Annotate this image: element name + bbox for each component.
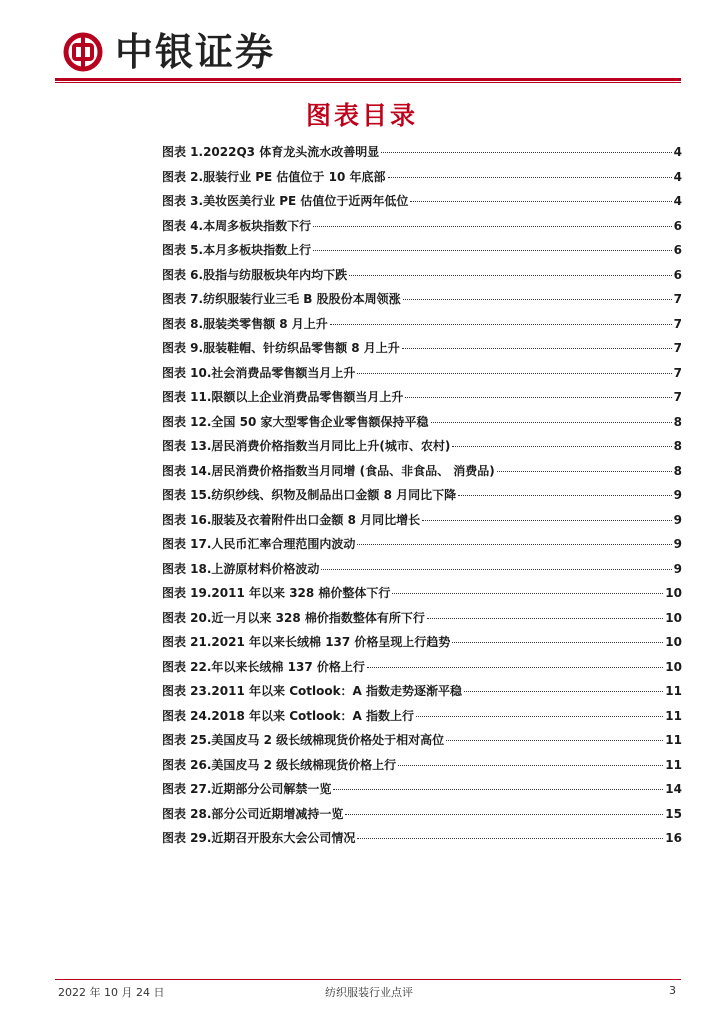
toc-entry-page-number[interactable]: 9 bbox=[673, 561, 682, 576]
footer-report-type: 纺织服装行业点评 bbox=[325, 986, 413, 999]
toc-entry-page-number[interactable]: 15 bbox=[665, 806, 682, 821]
toc-entry-label[interactable]: 图表 25.美国皮马 2 级长绒棉现货价格处于相对高位 bbox=[162, 733, 445, 747]
toc-dot-leader bbox=[349, 275, 672, 276]
toc-entry[interactable] bbox=[162, 633, 682, 658]
toc-entry[interactable] bbox=[162, 731, 682, 756]
toc-dot-leader bbox=[367, 667, 663, 668]
toc-entry-page-number[interactable]: 7 bbox=[673, 365, 682, 380]
toc-entry[interactable] bbox=[162, 829, 682, 854]
toc-entry-page-number[interactable]: 16 bbox=[665, 831, 682, 845]
toc-entry-label[interactable]: 图表 8.服装类零售额 8 月上升 bbox=[162, 316, 328, 331]
toc-dot-leader bbox=[422, 520, 671, 521]
page-title: 图表目录 bbox=[305, 101, 418, 130]
footer-divider bbox=[55, 979, 681, 980]
toc-entry[interactable] bbox=[162, 241, 682, 266]
toc-entry[interactable] bbox=[162, 217, 682, 242]
page-footer bbox=[58, 984, 680, 1000]
toc-entry[interactable] bbox=[162, 658, 682, 683]
toc-entry[interactable] bbox=[162, 290, 682, 315]
toc-entry[interactable] bbox=[162, 388, 682, 413]
toc-entry-label[interactable]: 图表 15.纺织纱线、织物及制品出口金额 8 月同比下降 bbox=[162, 488, 457, 502]
toc-entry-label[interactable]: 图表 26.美国皮马 2 级长绒棉现货价格上行 bbox=[162, 757, 397, 772]
toc-entry-page-number[interactable]: 8 bbox=[673, 414, 682, 429]
toc-dot-leader bbox=[452, 446, 671, 447]
toc-entry-label[interactable]: 图表 17.人民币汇率合理范围内波动 bbox=[162, 537, 356, 551]
toc-entry[interactable] bbox=[162, 143, 682, 168]
toc-entry-label[interactable]: 图表 11.限额以上企业消费品零售额当月上升 bbox=[162, 390, 404, 404]
toc-entry-page-number[interactable]: 6 bbox=[673, 267, 682, 282]
toc-dot-leader bbox=[497, 471, 672, 472]
toc-dot-leader bbox=[446, 740, 663, 741]
toc-dot-leader bbox=[405, 397, 671, 398]
footer-page-number: 3 bbox=[669, 984, 676, 997]
toc-entry[interactable] bbox=[162, 413, 682, 438]
toc-dot-leader bbox=[313, 226, 672, 227]
toc-dot-leader bbox=[464, 691, 663, 692]
toc-entry-label[interactable]: 图表 22.年以来长绒棉 137 价格上行 bbox=[162, 659, 365, 674]
toc-entry[interactable] bbox=[162, 315, 682, 340]
toc-entry-page-number[interactable]: 8 bbox=[673, 439, 682, 453]
toc-entry[interactable] bbox=[162, 168, 682, 193]
toc-entry[interactable] bbox=[162, 584, 682, 609]
toc-entry-label[interactable]: 图表 13.居民消费价格指数当月同比上升(城市、农村) bbox=[162, 439, 451, 453]
toc-entry-label[interactable]: 图表 5.本月多板块指数上行 bbox=[162, 243, 312, 257]
toc-dot-leader bbox=[357, 373, 671, 374]
toc-entry-label[interactable]: 图表 7.纺织服装行业三毛 B 股股份本周领涨 bbox=[162, 292, 401, 306]
toc-entry-page-number[interactable]: 7 bbox=[673, 341, 682, 355]
toc-entry-page-number[interactable]: 7 bbox=[673, 316, 682, 331]
toc-entry[interactable] bbox=[162, 560, 682, 585]
toc-entry-page-number[interactable]: 7 bbox=[673, 292, 682, 306]
toc-entry[interactable] bbox=[162, 511, 682, 536]
toc-entry[interactable] bbox=[162, 266, 682, 291]
toc-entry-page-number[interactable]: 4 bbox=[673, 145, 682, 159]
toc-entry-label[interactable]: 图表 16.服装及衣着附件出口金额 8 月同比增长 bbox=[162, 512, 421, 527]
toc-entry-page-number[interactable]: 9 bbox=[673, 512, 682, 527]
toc-entry-label[interactable]: 图表 2.服装行业 PE 估值位于 10 年底部 bbox=[162, 169, 386, 184]
toc-entry-page-number[interactable]: 11 bbox=[665, 757, 682, 772]
toc-dot-leader bbox=[330, 324, 672, 325]
toc-entry[interactable] bbox=[162, 535, 682, 560]
toc-entry[interactable] bbox=[162, 462, 682, 487]
toc-dot-leader bbox=[381, 152, 671, 153]
toc-entry-label[interactable]: 图表 24.2018 年以来 Cotlook：A 指数上行 bbox=[162, 708, 415, 723]
toc-entry-label[interactable]: 图表 27.近期部分公司解禁一览 bbox=[162, 782, 332, 796]
toc-entry[interactable] bbox=[162, 805, 682, 830]
toc-entry-label[interactable]: 图表 20.近一月以来 328 棉价指数整体有所下行 bbox=[162, 610, 425, 625]
brand-name: 中银证券 bbox=[115, 29, 276, 74]
toc-dot-leader bbox=[410, 201, 671, 202]
toc-entry[interactable] bbox=[162, 339, 682, 364]
toc-entry-page-number[interactable]: 10 bbox=[665, 586, 682, 600]
toc-entry-label[interactable]: 图表 6.股指与纺服板块年内均下跌 bbox=[162, 267, 348, 282]
toc-entry-page-number[interactable]: 4 bbox=[673, 194, 682, 208]
toc-entry[interactable] bbox=[162, 609, 682, 634]
toc-entry-label[interactable]: 图表 12.全国 50 家大型零售企业零售额保持平稳 bbox=[162, 414, 429, 429]
toc-dot-leader bbox=[416, 716, 663, 717]
toc-entry[interactable] bbox=[162, 364, 682, 389]
toc-entry[interactable] bbox=[162, 756, 682, 781]
toc-dot-leader bbox=[398, 765, 663, 766]
toc-entry-label[interactable]: 图表 18.上游原材料价格波动 bbox=[162, 561, 320, 576]
footer-date: 2022 年 10 月 24 日 bbox=[58, 986, 165, 999]
toc-dot-leader bbox=[392, 593, 663, 594]
toc-entry-page-number[interactable]: 4 bbox=[673, 169, 682, 184]
toc-dot-leader bbox=[321, 569, 671, 570]
toc-entry-label[interactable]: 图表 21.2021 年以来长绒棉 137 价格呈现上行趋势 bbox=[162, 635, 451, 649]
toc-entry-page-number[interactable]: 8 bbox=[673, 463, 682, 478]
toc-entry-label[interactable]: 图表 3.美妆医美行业 PE 估值位于近两年低位 bbox=[162, 194, 409, 208]
toc-dot-leader bbox=[313, 250, 672, 251]
toc-dot-leader bbox=[345, 814, 663, 815]
page-header bbox=[55, 28, 685, 76]
toc-entry-label[interactable]: 图表 14.居民消费价格指数当月同增 (食品、非食品、 消费品) bbox=[162, 463, 495, 478]
toc-entry-label[interactable]: 图表 9.服装鞋帽、针纺织品零售额 8 月上升 bbox=[162, 341, 400, 355]
toc-dot-leader bbox=[357, 838, 663, 839]
toc-dot-leader bbox=[403, 299, 672, 300]
toc-entry-label[interactable]: 图表 28.部分公司近期增减持一览 bbox=[162, 806, 344, 821]
toc-entry[interactable] bbox=[162, 780, 682, 805]
toc-entry-label[interactable]: 图表 10.社会消费品零售额当月上升 bbox=[162, 365, 356, 380]
toc-entry-page-number[interactable]: 11 bbox=[665, 708, 682, 723]
toc-dot-leader bbox=[333, 789, 663, 790]
toc-entry[interactable] bbox=[162, 192, 682, 217]
toc-dot-leader bbox=[402, 348, 672, 349]
toc-entry-page-number[interactable]: 7 bbox=[673, 390, 682, 404]
toc-entry-label[interactable]: 图表 29.近期召开股东大会公司情况 bbox=[162, 831, 356, 845]
toc-dot-leader bbox=[452, 642, 663, 643]
toc-entry[interactable] bbox=[162, 707, 682, 732]
toc-entry-page-number[interactable]: 14 bbox=[665, 782, 682, 796]
header-divider bbox=[55, 78, 681, 81]
toc-entry-page-number[interactable]: 10 bbox=[665, 610, 682, 625]
toc-entry-label[interactable]: 图表 4.本周多板块指数下行 bbox=[162, 218, 312, 233]
toc-entry-label[interactable]: 图表 1.2022Q3 体育龙头流水改善明显 bbox=[162, 145, 380, 159]
figure-toc-list bbox=[162, 143, 682, 854]
toc-dot-leader bbox=[357, 544, 671, 545]
toc-entry-page-number[interactable]: 11 bbox=[665, 733, 682, 747]
toc-entry-page-number[interactable]: 6 bbox=[673, 243, 682, 257]
toc-entry-page-number[interactable]: 9 bbox=[673, 488, 682, 502]
toc-entry-label[interactable]: 图表 23.2011 年以来 Cotlook：A 指数走势逐渐平稳 bbox=[162, 684, 463, 698]
toc-entry-page-number[interactable]: 10 bbox=[665, 635, 682, 649]
toc-entry-page-number[interactable]: 6 bbox=[673, 218, 682, 233]
toc-entry[interactable] bbox=[162, 437, 682, 462]
toc-entry[interactable] bbox=[162, 486, 682, 511]
toc-entry-page-number[interactable]: 11 bbox=[665, 684, 682, 698]
toc-entry-page-number[interactable]: 9 bbox=[673, 537, 682, 551]
toc-entry[interactable] bbox=[162, 682, 682, 707]
toc-entry-label[interactable]: 图表 19.2011 年以来 328 棉价整体下行 bbox=[162, 586, 391, 600]
header-divider-thin bbox=[55, 82, 681, 83]
toc-dot-leader bbox=[458, 495, 671, 496]
toc-dot-leader bbox=[427, 618, 663, 619]
toc-entry-page-number[interactable]: 10 bbox=[665, 659, 682, 674]
toc-dot-leader bbox=[431, 422, 672, 423]
bank-of-china-logo-icon bbox=[63, 32, 103, 72]
toc-dot-leader bbox=[388, 177, 672, 178]
